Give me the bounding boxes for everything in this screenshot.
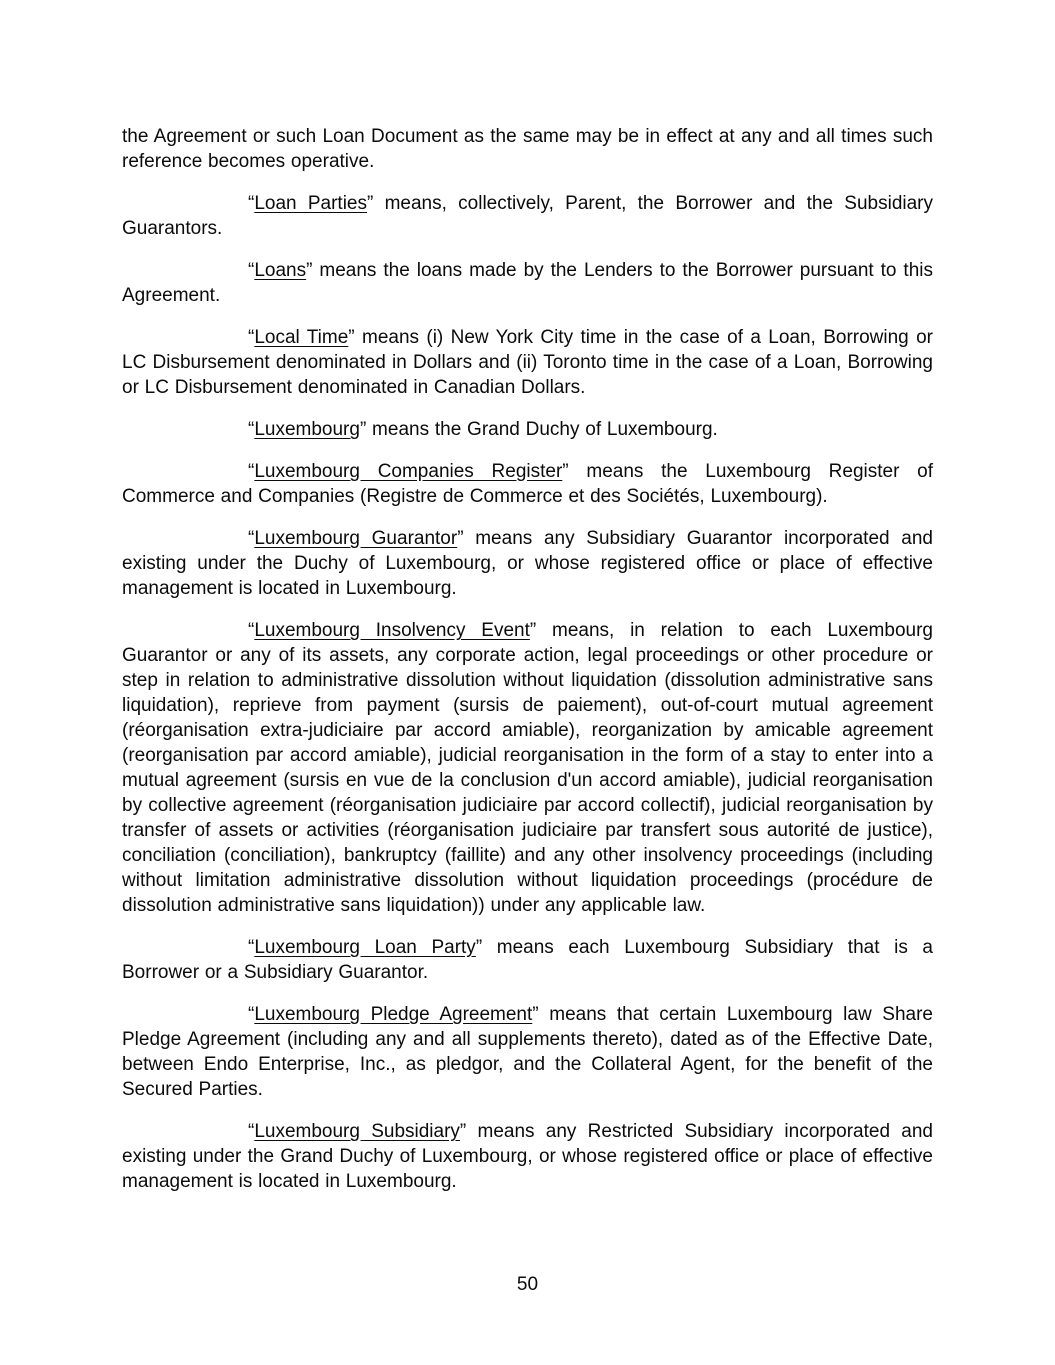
page-content <box>122 124 933 1211</box>
definition-paragraph-luxembourg <box>122 417 933 442</box>
definition-body: means, in relation to each Luxembourg Guarantor or any of its assets, any corporate action, legal proceedings or other procedure or step in relation to administrative dissolution without liquidation (dissolution administrative sans liquidation), reprieve from payment (sursis de paiement), out-of-court mutual agreement (réorganisation extra-judiciaire par accord amiable), reorganization by amicable agreement (reorganisation par accord amiable), judicial reorganisation in the form of a stay to enter into a mutual agreement (sursis en vue de la conclusion d'un accord amiable), judicial reorganisation by collective agreement (réorganisation judiciaire par accord collectif), judicial reorganisation by transfer of assets or activities (réorganisation judiciaire par transfert sous autorité de justice), conciliation (conciliation), bankruptcy (faillite) and any other insolvency proceedings (including without limitation administrative dissolution without liquidation proceedings (procédure de dissolution administrative sans liquidation)) under any applicable law. <box>122 620 933 916</box>
close-quote: ” <box>532 1004 539 1025</box>
definition-paragraph-loan-parties <box>122 191 933 241</box>
definition-paragraph-luxembourg-companies-register <box>122 459 933 509</box>
close-quote: ” <box>459 1121 467 1142</box>
defined-term: Luxembourg Guarantor <box>254 528 458 549</box>
defined-term: Luxembourg Loan Party <box>254 937 476 958</box>
defined-term: Luxembourg Subsidiary <box>254 1121 460 1142</box>
close-quote: ” <box>475 937 483 958</box>
open-quote: “ <box>248 327 255 348</box>
definition-body: means the Luxembourg Register of Commerce and Companies (Registre de Commerce et des Sociétés, Luxembourg). <box>122 461 933 507</box>
definition-paragraph-local-time <box>122 325 933 400</box>
definition-body: means any Subsidiary Guarantor incorporated and existing under the Duchy of Luxembourg, or whose registered office or place of effective management is located in Luxembourg. <box>122 528 933 599</box>
intro-paragraph: the Agreement or such Loan Document as the same may be in effect at any and all times such reference becomes operative. <box>122 126 933 172</box>
open-quote: “ <box>248 461 255 482</box>
definition-body: means that certain Luxembourg law Share Pledge Agreement (including any and all supplements thereto), dated as of the Effective Date, between Endo Enterprise, Inc., as pledgor, and the Collateral Agent, for the benefit of the Secured Parties. <box>122 1004 933 1100</box>
open-quote: “ <box>248 419 255 440</box>
open-quote: “ <box>248 260 255 281</box>
open-quote: “ <box>248 528 255 549</box>
page-footer <box>122 1272 933 1297</box>
definition-paragraph-luxembourg-insolvency-event <box>122 618 933 918</box>
definition-body: means each Luxembourg Subsidiary that is a Borrower or a Subsidiary Guarantor. <box>122 937 934 983</box>
close-quote: ” <box>367 193 374 214</box>
defined-term: Luxembourg Insolvency Event <box>254 620 530 641</box>
definition-paragraph-luxembourg-subsidiary <box>122 1119 933 1194</box>
defined-term: Loans <box>254 260 307 281</box>
open-quote: “ <box>248 937 255 958</box>
close-quote: ” <box>348 327 355 348</box>
defined-term: Luxembourg Pledge Agreement <box>254 1004 533 1025</box>
open-quote: “ <box>248 1004 255 1025</box>
open-quote: “ <box>248 620 255 641</box>
defined-term: Luxembourg Companies Register <box>254 461 563 482</box>
close-quote: ” <box>457 528 464 549</box>
defined-term: Loan Parties <box>254 193 367 214</box>
definition-paragraph-luxembourg-guarantor <box>122 526 933 601</box>
definition-body: means the Grand Duchy of Luxembourg. <box>366 419 718 440</box>
close-quote: ” <box>359 419 367 440</box>
definition-paragraph-loans <box>122 258 933 308</box>
close-quote: ” <box>562 461 569 482</box>
open-quote: “ <box>248 1121 255 1142</box>
defined-term: Local Time <box>254 327 349 348</box>
definition-body: means any Restricted Subsidiary incorporated and existing under the Grand Duchy of Luxembourg, or whose registered office or place of effective management is located in Luxembourg. <box>122 1121 933 1192</box>
definition-paragraph-luxembourg-pledge-agreement <box>122 1002 933 1102</box>
definition-body: means, collectively, Parent, the Borrower and the Subsidiary Guarantors. <box>122 193 934 239</box>
definition-body: means the loans made by the Lenders to the Borrower pursuant to this Agreement. <box>122 260 933 306</box>
page-number: 50 <box>516 1274 539 1295</box>
definition-body: means (i) New York City time in the case of a Loan, Borrowing or LC Disbursement denominated in Dollars and (ii) Toronto time in the case of a Loan, Borrowing or LC Disbursement denominated in Canadian Dollars. <box>122 327 933 398</box>
defined-term: Luxembourg <box>254 419 360 440</box>
definition-paragraph-luxembourg-loan-party <box>122 935 933 985</box>
close-quote: ” <box>306 260 313 281</box>
close-quote: ” <box>529 620 537 641</box>
open-quote: “ <box>248 193 255 214</box>
